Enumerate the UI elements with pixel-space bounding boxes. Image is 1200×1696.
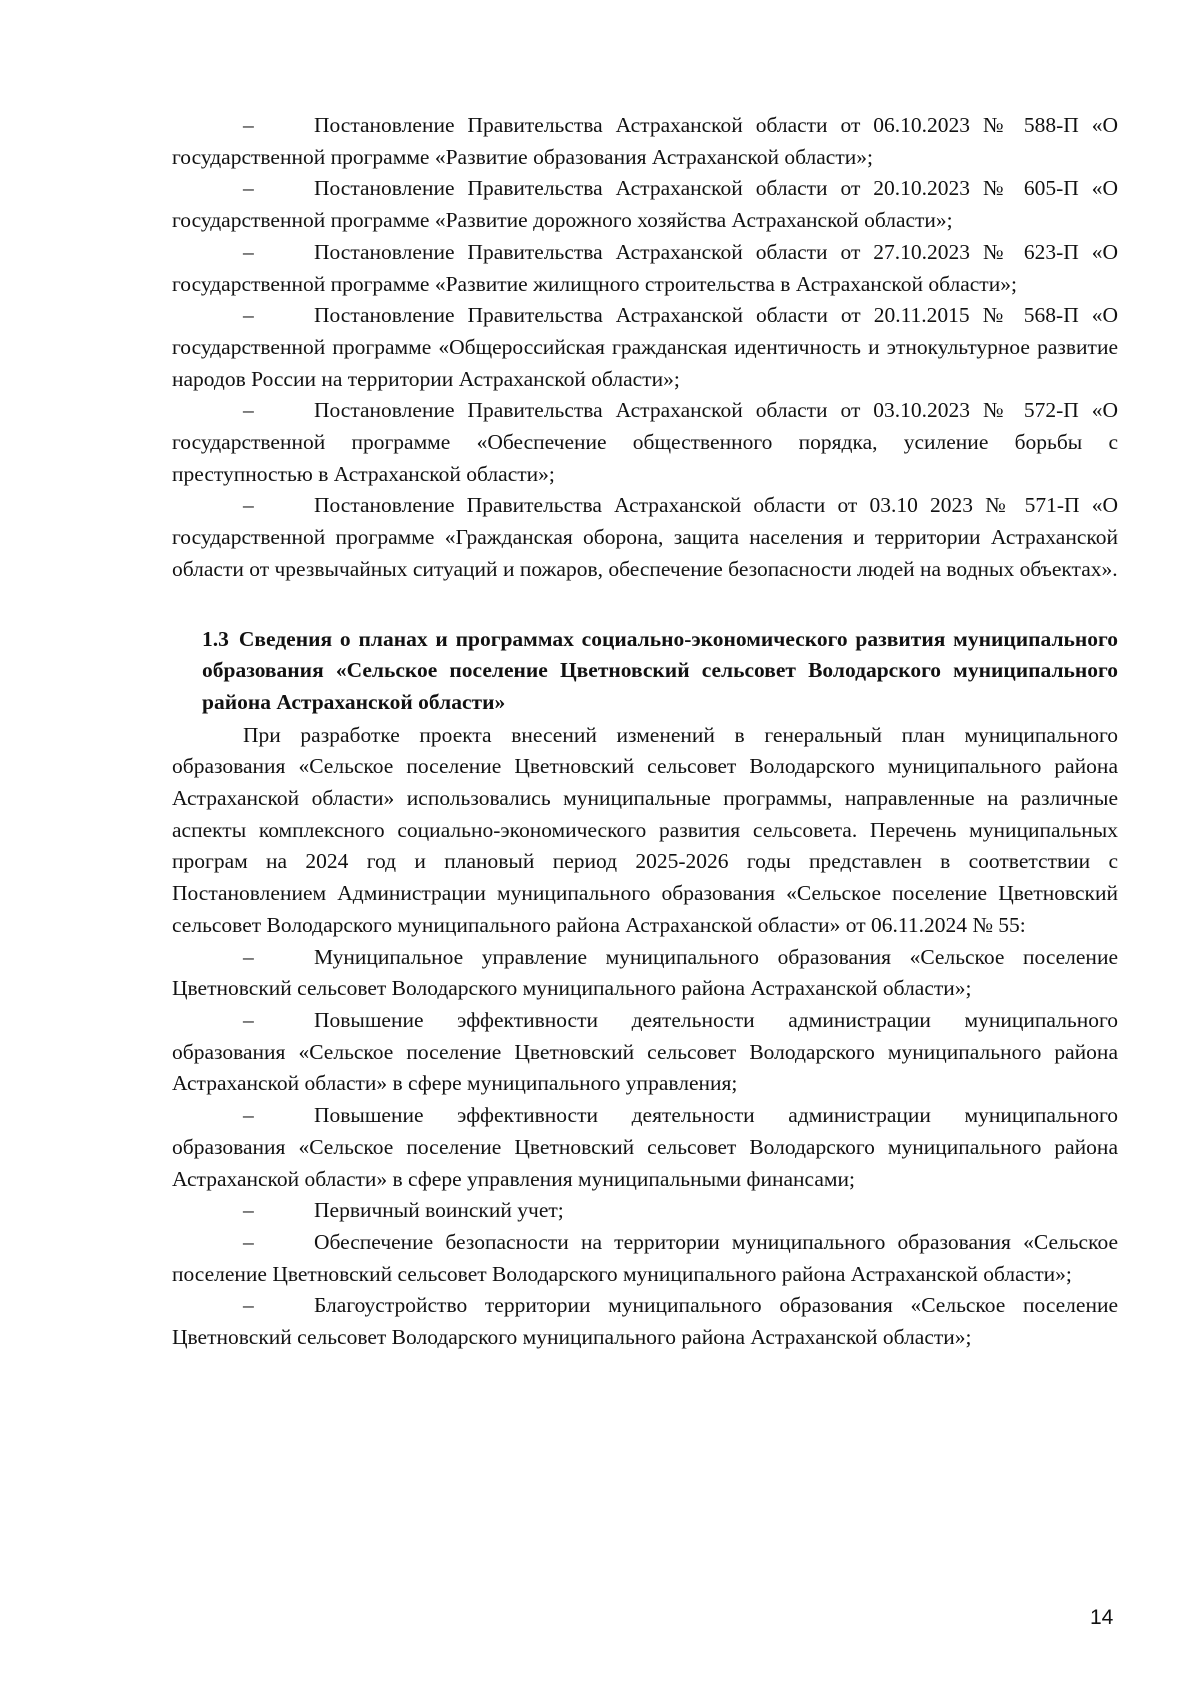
list-item-text: Первичный воинский учет; [314, 1198, 564, 1223]
list-item-text: Благоустройство территории муниципального образования «Сельское поселение Цветновский сельсовет Володарского муниципального района Астраханской области»; [172, 1293, 1118, 1350]
municipal-programs-list [172, 942, 1118, 1354]
list-item-text: Повышение эффективности деятельности администрации муниципального образования «Сельское поселение Цветновский сельсовет Володарского муниципального района Астраханской области» в сфере муниципального управления; [172, 1007, 1118, 1096]
list-item-text: Повышение эффективности деятельности администрации муниципального образования «Сельское поселение Цветновский сельсовет Володарского муниципального района Астраханской области» в сфере управления муниципальными финансами; [172, 1103, 1118, 1191]
list-bullet: – [243, 1198, 254, 1223]
section-title: Сведения о планах и программах социально-экономического развития муниципального образования «Сельское поселение Цветновский сельсовет Володарского муниципального района Астраханской области» [202, 626, 1118, 714]
section-number: 1.3 [202, 626, 229, 651]
list-item [172, 1195, 1118, 1227]
list-item [172, 1005, 1118, 1100]
list-item-text: Обеспечение безопасности на территории муниципального образования «Сельское поселение Цветновский сельсовет Володарского муниципального района Астраханской области»; [172, 1229, 1118, 1286]
document-page [172, 110, 1118, 1354]
list-item-text: Постановление Правительства Астраханской области от 03.10 2023 № 571-П «О государственной программе «Гражданская оборона, защита населения и территории Астраханской области от чрезвычайных ситуаций и пожаров, обеспечение безопасности людей на водных объектах». [172, 493, 1118, 581]
list-item [172, 237, 1118, 300]
list-item [172, 300, 1118, 395]
list-item-text: Постановление Правительства Астраханской области от 03.10.2023 № 572-П «О государственной программе «Обеспечение общественного порядка, усиление борьбы с преступностью в Астраханской области»; [172, 398, 1118, 486]
list-item-text: Постановление Правительства Астраханской области от 06.10.2023 № 588-П «О государственной программе «Развитие образования Астраханской области»; [172, 113, 1118, 169]
list-bullet: – [243, 239, 254, 264]
list-bullet: – [243, 944, 254, 969]
list-bullet: – [243, 176, 254, 201]
list-item [172, 1100, 1118, 1195]
list-bullet: – [243, 398, 254, 423]
regional-programs-list [172, 110, 1118, 586]
list-bullet: – [243, 1293, 254, 1318]
list-item [172, 1227, 1118, 1290]
list-item-text: Постановление Правительства Астраханской области от 27.10.2023 № 623-П «О государственной программе «Развитие жилищного строительства в Астраханской области»; [172, 239, 1118, 296]
list-item-text: Муниципальное управление муниципального образования «Сельское поселение Цветновский сельсовет Володарского муниципального района Астраханской области»; [172, 944, 1118, 1001]
list-item [172, 110, 1118, 173]
page-number: 14 [1090, 1606, 1114, 1629]
list-item-text: Постановление Правительства Астраханской области от 20.10.2023 № 605-П «О государственной программе «Развитие дорожного хозяйства Астраханской области»; [172, 176, 1118, 233]
list-item [172, 173, 1118, 236]
list-bullet: – [243, 1007, 254, 1032]
list-bullet: – [243, 1103, 254, 1128]
list-item [172, 942, 1118, 1005]
list-item [172, 395, 1118, 490]
list-bullet: – [243, 493, 254, 518]
list-bullet: – [243, 1229, 254, 1254]
list-item-text: Постановление Правительства Астраханской области от 20.11.2015 № 568-П «О государственной программе «Общероссийская гражданская идентичность и этнокультурное развитие народов России на территории Астраханской области»; [172, 303, 1118, 391]
section-heading [202, 624, 1118, 719]
section-intro-paragraph: При разработке проекта внесений изменений в генеральный план муниципального образования «Сельское поселение Цветновский сельсовет Володарского муниципального района Астраханской области» использовались муниципальные программы, направленные на различные аспекты комплексного социально-экономического развития сельсовета. Перечень муниципальных програм на 2024 год и плановый период 2025-2026 годы представлен в соответствии с Постановлением Администрации муниципального образования «Сельское поселение Цветновский сельсовет Володарского муниципального района Астраханской области» от 06.11.2024 № 55: [172, 722, 1118, 937]
list-item [172, 490, 1118, 585]
list-item [172, 1290, 1118, 1353]
section-spacer [172, 586, 1118, 624]
list-bullet: – [243, 113, 254, 137]
list-bullet: – [243, 303, 254, 328]
